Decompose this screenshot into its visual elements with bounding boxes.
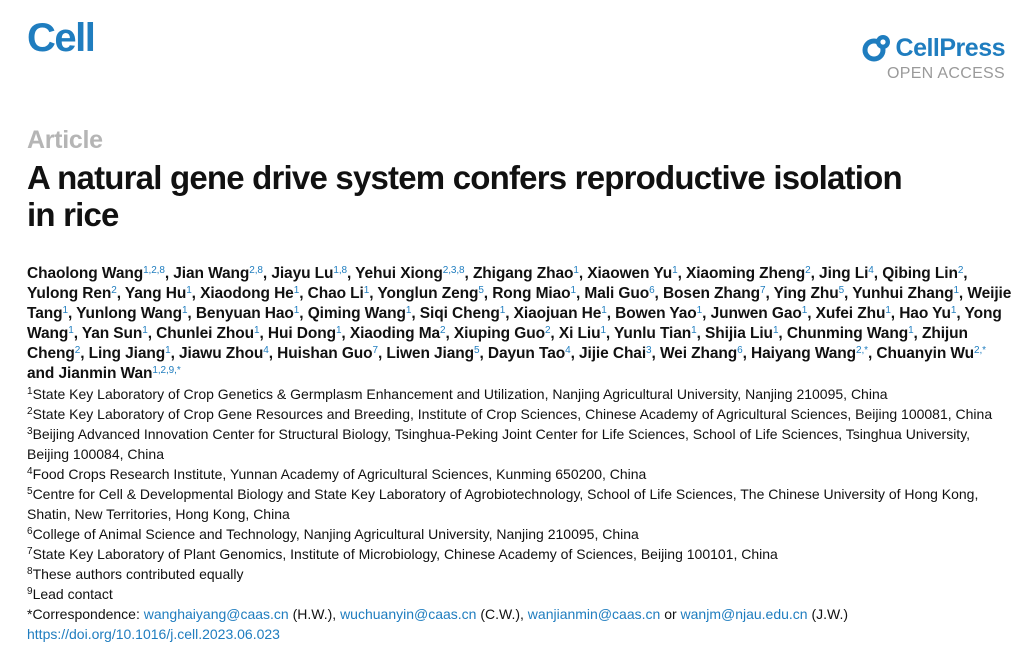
- author-name: Jijie Chai: [578, 345, 647, 362]
- author-name: Jiayu Lu: [271, 265, 334, 282]
- author-name: Zhijun Cheng: [27, 325, 968, 362]
- correspondence-line: [27, 604, 1012, 624]
- author-affiliation-marker[interactable]: 1: [672, 265, 678, 276]
- author-affiliation-marker[interactable]: 1: [142, 325, 148, 336]
- affiliation-number: 6: [27, 526, 33, 537]
- author-affiliation-marker[interactable]: 1,2,9,*: [152, 365, 181, 376]
- affiliation-text: College of Animal Science and Technology, Nanjing Agricultural University, Nanjing 210095, China: [32, 526, 639, 542]
- author-name: Wei Zhang: [659, 345, 738, 362]
- author-name: Xiaodong He: [200, 285, 294, 302]
- author-affiliation-marker[interactable]: 2: [957, 265, 964, 276]
- author-name: Xufei Zhu: [815, 305, 886, 322]
- author-name: Chunlei Zhou: [156, 325, 254, 342]
- author-name: Hui Dong: [267, 325, 336, 342]
- author-affiliation-marker[interactable]: 1: [363, 285, 370, 296]
- affiliation-text: State Key Laboratory of Crop Genetics & Germplasm Enhancement and Utilization, Nanjing Agricultural University, Nanjing 210095, China: [32, 386, 888, 402]
- author-affiliation-marker[interactable]: 1: [573, 265, 579, 276]
- author-name: Yunlong Wang: [76, 305, 182, 322]
- affiliation-list: [27, 384, 1012, 604]
- author-name: Yang Hu: [124, 285, 187, 302]
- author-name: Chaolong Wang: [27, 265, 144, 282]
- author-name: Weijie Tang: [27, 285, 1012, 322]
- author-name: Yong Wang: [27, 305, 1002, 342]
- author-name: Yan Sun: [81, 325, 143, 342]
- author-name: Xi Liu: [558, 325, 601, 342]
- correspondence-initials: (J.W.): [811, 606, 849, 622]
- author-affiliation-marker[interactable]: 7: [372, 345, 378, 356]
- affiliation-text: Beijing Advanced Innovation Center for Structural Biology, Tsinghua-Peking Joint Center for Life Sciences, School of Life Sciences, Tsinghua University, Beijing 100084, China: [27, 426, 971, 462]
- author-name: Siqi Cheng: [419, 305, 500, 322]
- author-name: Mali Guo: [584, 285, 650, 302]
- email-link-wanghaiyang[interactable]: wanghaiyang@caas.cn: [143, 606, 289, 622]
- affiliation-item: [27, 544, 1012, 564]
- author-name: Qibing Lin: [882, 265, 958, 282]
- author-affiliation-marker[interactable]: 2: [74, 345, 81, 356]
- doi-link[interactable]: https://doi.org/10.1016/j.cell.2023.06.023: [27, 626, 280, 642]
- author-name: Huishan Guo: [277, 345, 373, 362]
- affiliation-item: [27, 524, 1012, 544]
- author-affiliation-marker[interactable]: 2,8: [249, 265, 263, 276]
- author-affiliation-marker[interactable]: 1: [405, 305, 412, 316]
- author-affiliation-marker[interactable]: 1: [885, 305, 891, 316]
- cellpress-branding: [862, 33, 1005, 83]
- affiliation-item: [27, 384, 1012, 404]
- cell-journal-logo: Cell: [27, 16, 95, 60]
- author-name: Chao Li: [307, 285, 364, 302]
- affiliation-number: 1: [27, 386, 33, 397]
- email-link-wanjianmin[interactable]: wanjianmin@caas.cn: [527, 606, 661, 622]
- email-link-wanjm[interactable]: wanjm@njau.edu.cn: [680, 606, 808, 622]
- author-affiliation-marker[interactable]: 1: [696, 305, 703, 316]
- author-affiliation-marker[interactable]: 2: [111, 285, 117, 296]
- author-affiliation-marker[interactable]: 1: [570, 285, 576, 296]
- correspondence-prefix: *Correspondence:: [27, 606, 140, 622]
- affiliation-number: 4: [27, 466, 33, 477]
- affiliation-number: 2: [27, 406, 33, 417]
- affiliation-text: State Key Laboratory of Plant Genomics, Institute of Microbiology, Chinese Academy of Sciences, Beijing 100101, China: [32, 546, 778, 562]
- author-name: Chuanyin Wu: [876, 345, 975, 362]
- affiliation-item: [27, 464, 1012, 484]
- author-affiliation-marker[interactable]: 1,2,8: [143, 265, 165, 276]
- affiliation-item: [27, 404, 1012, 424]
- affiliation-item: [27, 564, 1012, 584]
- author-affiliation-marker[interactable]: 6: [649, 285, 655, 296]
- author-affiliation-marker[interactable]: 1: [801, 305, 808, 316]
- author-name: Yulong Ren: [27, 285, 112, 302]
- author-affiliation-marker[interactable]: 2,*: [856, 345, 868, 356]
- affiliation-text: Lead contact: [32, 586, 113, 602]
- author-name: Shijia Liu: [705, 325, 773, 342]
- author-name: Ling Jiang: [88, 345, 166, 362]
- email-link-wuchuanyin[interactable]: wuchuanyin@caas.cn: [340, 606, 477, 622]
- cellpress-logo-icon: [862, 33, 892, 63]
- author-affiliation-marker[interactable]: 2: [544, 325, 551, 336]
- author-affiliation-marker[interactable]: 4: [565, 345, 571, 356]
- affiliation-item: [27, 584, 1012, 604]
- author-name: Xiaoming Zheng: [685, 265, 806, 282]
- author-affiliation-marker[interactable]: 1: [950, 305, 957, 316]
- author-name: Jian Wang: [173, 265, 250, 282]
- cellpress-name: CellPress: [895, 33, 1005, 62]
- author-affiliation-marker[interactable]: 1: [499, 305, 506, 316]
- author-name: Benyuan Hao: [195, 305, 294, 322]
- author-name: Jiawu Zhou: [179, 345, 264, 362]
- author-name: Xiuping Guo: [453, 325, 545, 342]
- author-name: Qiming Wang: [307, 305, 406, 322]
- author-name: Jianmin Wan: [58, 365, 153, 382]
- author-affiliation-marker[interactable]: 7: [760, 285, 766, 296]
- author-name: Chunming Wang: [786, 325, 909, 342]
- author-name: Junwen Gao: [710, 305, 802, 322]
- affiliation-text: These authors contributed equally: [32, 566, 244, 582]
- affiliation-number: 3: [27, 426, 33, 437]
- author-affiliation-marker[interactable]: 1: [165, 345, 171, 356]
- author-conjunction: and: [27, 365, 55, 382]
- correspondence-initials: (C.W.),: [480, 606, 524, 622]
- affiliations-block: [27, 384, 1012, 644]
- author-affiliation-marker[interactable]: 1: [186, 285, 192, 296]
- affiliation-item: [27, 424, 1012, 464]
- author-affiliation-marker[interactable]: 2: [805, 265, 811, 276]
- author-affiliation-marker[interactable]: 2,*: [974, 345, 986, 356]
- affiliation-text: Food Crops Research Institute, Yunnan Academy of Agricultural Sciences, Kunming 650200, China: [32, 466, 647, 482]
- correspondence-initials: (H.W.),: [292, 606, 337, 622]
- author-name: Rong Miao: [492, 285, 571, 302]
- author-affiliation-marker[interactable]: 1: [62, 305, 68, 316]
- author-affiliation-marker[interactable]: 3: [646, 345, 652, 356]
- author-affiliation-marker[interactable]: 1,8: [333, 265, 348, 276]
- author-name: Bosen Zhang: [662, 285, 761, 302]
- article-title: A natural gene drive system confers reproductive isolation in rice: [27, 159, 902, 233]
- author-name: Haiyang Wang: [751, 345, 857, 362]
- author-name: Zhigang Zhao: [472, 265, 574, 282]
- author-affiliation-marker[interactable]: 1: [68, 325, 74, 336]
- author-name: Liwen Jiang: [386, 345, 475, 362]
- affiliation-number: 9: [27, 586, 33, 597]
- affiliation-item: [27, 484, 1012, 524]
- author-name: Bowen Yao: [615, 305, 697, 322]
- author-name: Jing Li: [819, 265, 869, 282]
- author-affiliation-marker[interactable]: 1: [908, 325, 914, 336]
- author-affiliation-marker[interactable]: 4: [868, 265, 874, 276]
- affiliation-number: 8: [27, 566, 33, 577]
- author-affiliation-marker[interactable]: 1: [600, 325, 606, 336]
- author-name: Yunlu Tian: [614, 325, 692, 342]
- doi-line: [27, 624, 1012, 644]
- author-name: Xiaowen Yu: [587, 265, 673, 282]
- article-type-label: Article: [27, 126, 103, 154]
- author-affiliation-marker[interactable]: 2: [440, 325, 446, 336]
- author-affiliation-marker[interactable]: 1: [293, 285, 300, 296]
- affiliation-number: 7: [27, 546, 33, 557]
- author-affiliation-marker[interactable]: 1: [335, 325, 342, 336]
- author-affiliation-marker[interactable]: 5: [478, 285, 484, 296]
- author-name: Yunhui Zhang: [852, 285, 954, 302]
- open-access-label: OPEN ACCESS: [886, 65, 1005, 82]
- author-name: Xiaoding Ma: [349, 325, 441, 342]
- author-affiliation-marker[interactable]: 1: [293, 305, 300, 316]
- author-name: Yonglun Zeng: [377, 285, 479, 302]
- author-affiliation-marker[interactable]: 1: [601, 305, 607, 316]
- author-affiliation-marker[interactable]: 4: [263, 345, 269, 356]
- author-name: Xiaojuan He: [513, 305, 602, 322]
- correspondence-conjunction: or: [664, 606, 677, 622]
- author-affiliation-marker[interactable]: 5: [838, 285, 845, 296]
- author-affiliation-marker[interactable]: 6: [737, 345, 743, 356]
- author-affiliation-marker[interactable]: 5: [474, 345, 480, 356]
- author-name: Hao Yu: [899, 305, 951, 322]
- author-affiliation-marker[interactable]: 2,3,8: [442, 265, 465, 276]
- affiliation-text: State Key Laboratory of Crop Gene Resources and Breeding, Institute of Crop Sciences, Chinese Academy of Agricultural Sciences, Beijing 100081, China: [32, 406, 993, 422]
- author-affiliation-marker[interactable]: 1: [181, 305, 188, 316]
- author-affiliation-marker[interactable]: 1: [691, 325, 697, 336]
- author-affiliation-marker[interactable]: 1: [253, 325, 260, 336]
- author-name: Dayun Tao: [487, 345, 566, 362]
- affiliation-number: 5: [27, 486, 33, 497]
- author-affiliation-marker[interactable]: 1: [772, 325, 779, 336]
- affiliation-text: Centre for Cell & Developmental Biology and State Key Laboratory of Agrobiotechnology, School of Life Sciences, The Chinese University of Hong Kong, Shatin, New Territories, Hong Kong, China: [27, 486, 979, 522]
- author-affiliation-marker[interactable]: 1: [953, 285, 959, 296]
- author-name: Yehui Xiong: [355, 265, 443, 282]
- author-name: Ying Zhu: [773, 285, 839, 302]
- author-list: Chaolong Wang$^{1,2,8}$, Jian Wang$^{2,8}$, Jiayu Lu$^{1,8}$, Yehui Xiong$^{2,3,8}$, Zhigang Zhao$^1$, Xiaowen Yu$^1$, Xiaoming Zheng$^2$, Jing Li$^4$, Qibing Lin$^2$, Yulong Ren$^2$, Yang Hu$^1$, Xiaodong He$^1$, Chao Li$^1$, Yonglun Zeng$^5$, Rong Miao$^1$, Mali Guo$^6$, Bosen Zhang$^7$, Ying Zhu$^5$, Yunhui Zhang$^1$, Weijie Tang$^1$, Yunlong Wang$^1$, Benyuan Hao$^1$, Qiming Wang$^1$, Siqi Cheng$^1$, Xiaojuan He$^1$, Bowen Yao$^1$, Junwen Gao$^1$, Xufei Zhu$^1$, Hao Yu$^1$, Yong Wang$^1$, Yan Sun$^1$, Chunlei Zhou$^1$, Hui Dong$^1$, Xiaoding Ma$^2$, Xiuping Guo$^2$, Xi Liu$^1$, Yunlu Tian$^1$, Shijia Liu$^1$, Chunming Wang$^1$, Zhijun Cheng$^2$, Ling Jiang$^1$, Jiawu Zhou$^4$, Huishan Guo$^7$, Liwen Jiang$^5$, Dayun Tao$^4$, Jijie Chai$^3$, Wei Zhang$^6$, Haiyang Wang$^{2,*}$, Chuanyin $Wu^{2,*}$ and Jianmin Wan$^{1,2,9,*}$: [27, 265, 1012, 382]
